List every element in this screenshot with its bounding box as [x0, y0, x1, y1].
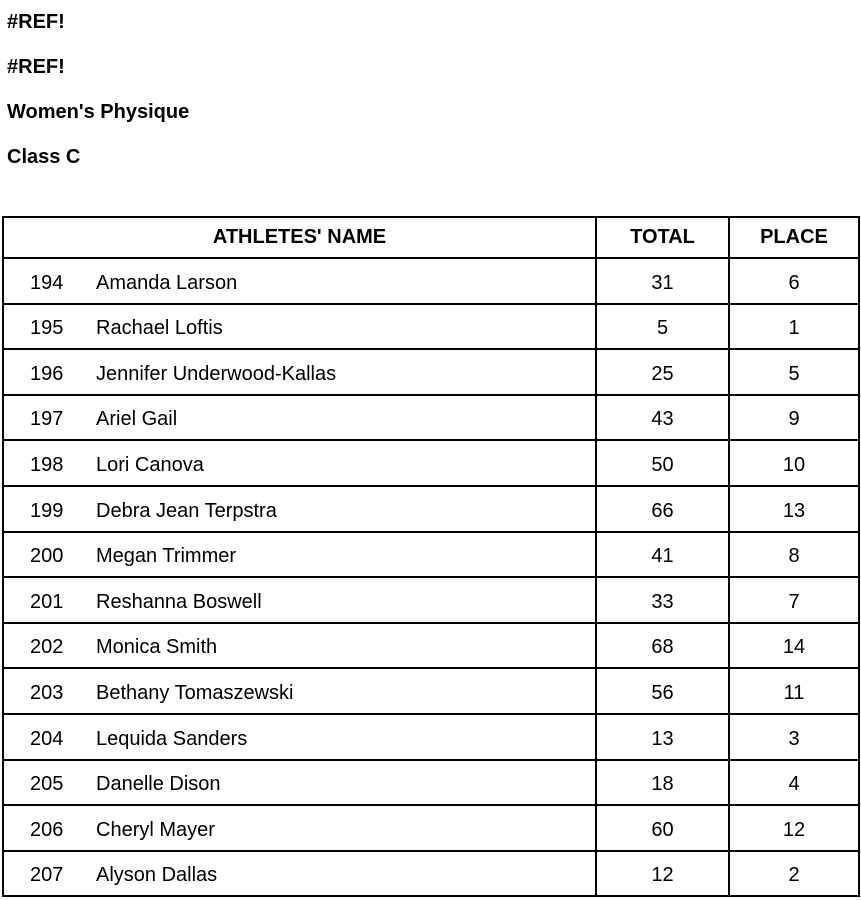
athlete-place-cell: 2	[729, 851, 859, 897]
athlete-name-cell	[3, 577, 596, 623]
ref-error-line-1: #REF!	[7, 11, 65, 33]
athlete-name: Lori Canova	[96, 453, 204, 476]
athlete-number: 206	[30, 818, 64, 841]
athlete-name-cell	[3, 760, 596, 806]
athlete-place-cell: 6	[729, 258, 859, 304]
athlete-total-cell: 33	[596, 577, 729, 623]
class-label: Class C	[7, 146, 81, 168]
athlete-name: Cheryl Mayer	[96, 818, 215, 841]
athlete-place-cell: 1	[729, 304, 859, 350]
athlete-number: 205	[30, 773, 64, 796]
athlete-row	[3, 258, 859, 304]
athlete-place-cell: 3	[729, 714, 859, 760]
athlete-place-cell: 12	[729, 805, 859, 851]
athlete-place-cell: 5	[729, 349, 859, 395]
athlete-number: 203	[30, 681, 64, 704]
athlete-row	[3, 532, 859, 578]
athlete-total-cell: 13	[596, 714, 729, 760]
athlete-name: Lequida Sanders	[96, 727, 248, 750]
athlete-row	[3, 486, 859, 532]
athlete-total-cell: 56	[596, 668, 729, 714]
athlete-total-cell: 68	[596, 623, 729, 669]
athlete-number: 201	[30, 590, 64, 613]
athlete-total-cell: 12	[596, 851, 729, 897]
athlete-place-cell: 8	[729, 532, 859, 578]
athlete-name: Debra Jean Terpstra	[96, 499, 277, 522]
athlete-place-cell: 13	[729, 486, 859, 532]
athlete-name: Danelle Dison	[96, 773, 221, 796]
athlete-row	[3, 349, 859, 395]
athlete-number: 196	[30, 362, 64, 385]
athlete-row	[3, 851, 859, 897]
athlete-row	[3, 623, 859, 669]
athlete-row	[3, 714, 859, 760]
athlete-name-cell	[3, 349, 596, 395]
athlete-total-cell: 50	[596, 440, 729, 486]
results-table-body	[3, 258, 859, 896]
athlete-row	[3, 304, 859, 350]
athlete-place-cell: 7	[729, 577, 859, 623]
athlete-name: Ariel Gail	[96, 408, 178, 431]
athlete-name: Rachael Loftis	[96, 317, 223, 340]
athlete-name-cell	[3, 395, 596, 441]
results-table-header	[3, 217, 859, 258]
athlete-total-cell: 5	[596, 304, 729, 350]
athlete-place-cell: 11	[729, 668, 859, 714]
results-table	[2, 216, 860, 897]
athlete-name: Monica Smith	[96, 636, 218, 659]
athlete-name: Jennifer Underwood-Kallas	[96, 362, 337, 385]
column-header-place: PLACE	[729, 217, 859, 258]
athlete-name-cell	[3, 304, 596, 350]
athlete-place-cell: 10	[729, 440, 859, 486]
athlete-place-cell: 14	[729, 623, 859, 669]
athlete-row	[3, 668, 859, 714]
athlete-name-cell	[3, 714, 596, 760]
athlete-name: Reshanna Boswell	[96, 590, 262, 613]
athlete-name: Alyson Dallas	[96, 864, 218, 887]
column-header-total: TOTAL	[596, 217, 729, 258]
athlete-total-cell: 41	[596, 532, 729, 578]
athlete-name-cell	[3, 668, 596, 714]
athlete-name-cell	[3, 532, 596, 578]
ref-error-line-2: #REF!	[7, 56, 65, 78]
athlete-name: Bethany Tomaszewski	[96, 681, 294, 704]
athlete-name-cell	[3, 440, 596, 486]
athlete-number: 202	[30, 636, 64, 659]
athlete-name-cell	[3, 258, 596, 304]
athlete-number: 198	[30, 453, 64, 476]
athlete-row	[3, 395, 859, 441]
athlete-total-cell: 25	[596, 349, 729, 395]
athlete-name-cell	[3, 486, 596, 532]
athlete-total-cell: 66	[596, 486, 729, 532]
athlete-row	[3, 577, 859, 623]
athlete-number: 194	[30, 271, 64, 294]
column-header-athletes-name: ATHLETES' NAME	[3, 217, 596, 258]
athlete-row	[3, 760, 859, 806]
athlete-row	[3, 805, 859, 851]
athlete-total-cell: 31	[596, 258, 729, 304]
athlete-name: Amanda Larson	[96, 271, 238, 294]
athlete-number: 204	[30, 727, 64, 750]
athlete-row	[3, 440, 859, 486]
athlete-number: 195	[30, 317, 64, 340]
athlete-total-cell: 18	[596, 760, 729, 806]
athlete-number: 197	[30, 408, 64, 431]
athlete-name-cell	[3, 851, 596, 897]
athlete-place-cell: 4	[729, 760, 859, 806]
athlete-number: 199	[30, 499, 64, 522]
athlete-name-cell	[3, 805, 596, 851]
athlete-total-cell: 43	[596, 395, 729, 441]
athlete-total-cell: 60	[596, 805, 729, 851]
athlete-number: 200	[30, 545, 64, 568]
header-row	[3, 217, 859, 258]
page-header	[0, 0, 861, 180]
athlete-name: Megan Trimmer	[96, 545, 237, 568]
division-title: Women's Physique	[7, 101, 190, 123]
athlete-place-cell: 9	[729, 395, 859, 441]
athlete-number: 207	[30, 864, 64, 887]
athlete-name-cell	[3, 623, 596, 669]
